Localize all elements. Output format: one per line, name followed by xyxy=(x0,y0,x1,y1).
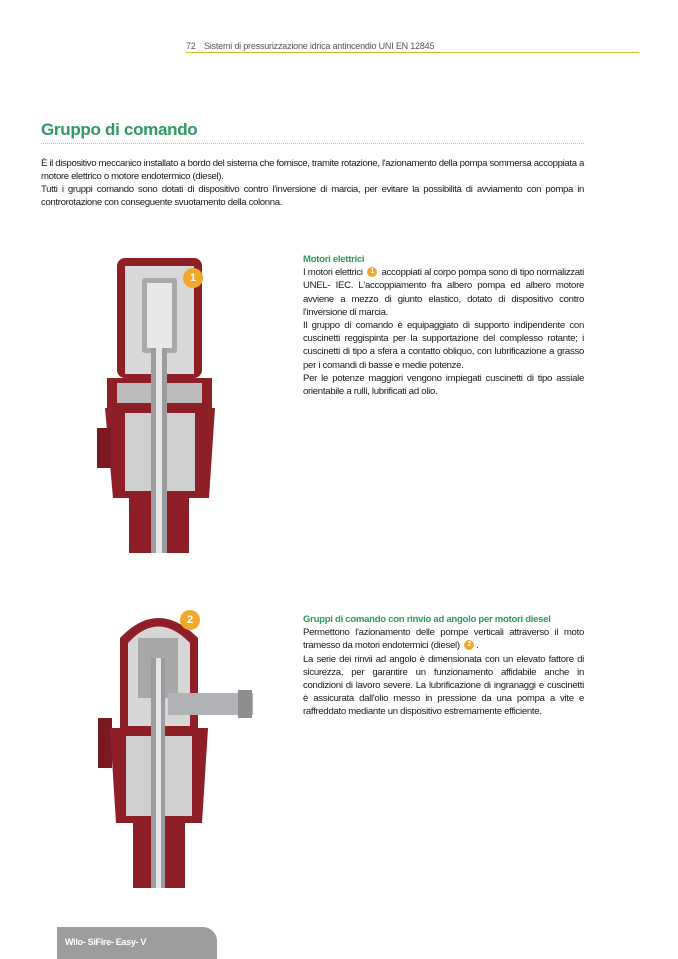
footer-label: Wilo- SiFire- Easy- V xyxy=(65,937,147,947)
text-span: I motori elettrici xyxy=(303,267,363,279)
electric-motors-paragraph: Per le potenze maggiori vengono impiegati cuscinetti di tipo assiale orientabile a rulli, lubrificati ad olio. xyxy=(303,372,584,398)
title-divider xyxy=(41,143,584,144)
marker-2-icon: 2 xyxy=(464,640,474,650)
page-header xyxy=(186,41,434,51)
angle-drive-paragraph: La serie dei rinvii ad angolo è dimensionata con un elevato fattore di sicurezza, per garantire un funzionamento affidabile anche in condizioni di lavoro severe. La lubrificazione di ingranaggi e cuscinetti è assicurata dall'olio messo in pressione da una pompa a vite e raffreddato mediante un dispositivo estremamente efficiente. xyxy=(303,653,584,718)
figure-marker-1: 1 xyxy=(183,268,203,288)
angle-drive-section xyxy=(303,613,584,719)
electric-motors-heading: Motori elettrici xyxy=(303,254,365,265)
marker-1-icon: 1 xyxy=(367,267,377,277)
text-span: accoppiati al corpo pompa sono di tipo normalizzati UNEL- IEC. L'accoppiamento fra albero pompa ed albero motore avviene a mezzo di giunto elastico, dotato di dispositivo contro l'inversione di marcia. xyxy=(303,267,585,318)
intro-paragraph: Tutti i gruppi comando sono dotati di dispositivo contro l'inversione di marcia, per evitare la possibilità di avviamento con pompa in controrotazione con conseguente svuotamento della colonna. xyxy=(41,184,584,208)
electric-motors-paragraph: Il gruppo di comando è equipaggiato di supporto indipendente con cuscinetti reggispinta per la supportazione del complesso rotante; i cuscinetti di tipo a sfera a contatto obliquo, con lubrificazione a grasso per i comandi di basse e medie potenze. xyxy=(303,320,584,371)
page-number: 72 xyxy=(186,41,196,51)
section-title: Gruppo di comando xyxy=(41,120,198,139)
electric-motor-cutaway-image xyxy=(97,248,227,553)
angle-gear-drive-cutaway-image xyxy=(98,598,253,888)
electric-motors-paragraph xyxy=(303,266,584,319)
angle-drive-paragraph xyxy=(303,626,584,652)
footer-tab xyxy=(57,927,217,959)
intro-text xyxy=(41,157,584,209)
text-span: Permettono l'azionamento delle pompe verticali attraverso il moto tramesso da motori endotermici (diesel) xyxy=(303,627,584,652)
intro-paragraph: È il dispositivo meccanico installato a bordo del sistema che fornisce, tramite rotazione, l'azionamento della pompa sommersa accoppiata a motore elettrico o motore endotermico (diesel). xyxy=(41,158,584,182)
angle-drive-heading: Gruppi di comando con rinvio ad angolo per motori diesel xyxy=(303,614,551,625)
header-rule xyxy=(186,52,639,53)
text-span: . xyxy=(476,640,479,652)
electric-motors-section xyxy=(303,253,584,398)
figure-marker-2: 2 xyxy=(180,610,200,630)
header-title: Sistemi di pressurizzazione idrica antincendio UNI EN 12845 xyxy=(203,41,435,51)
